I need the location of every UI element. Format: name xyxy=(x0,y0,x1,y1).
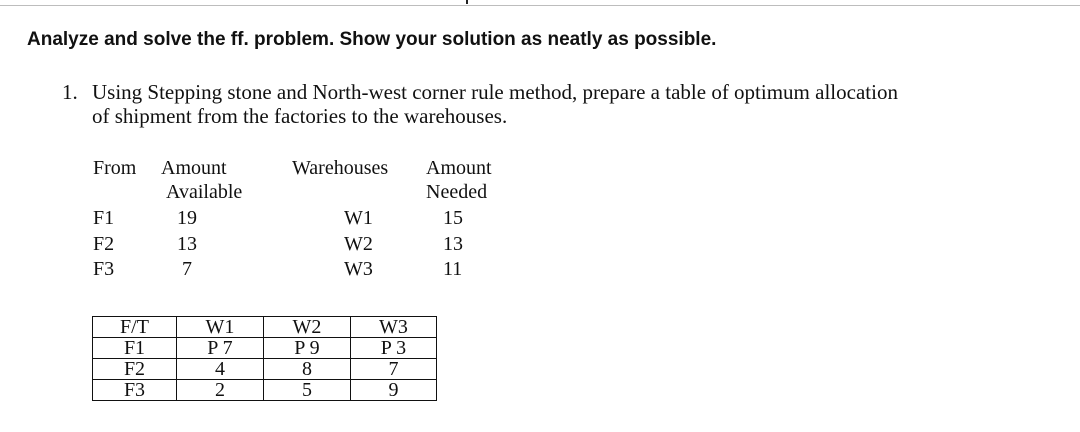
cost-table-row xyxy=(93,359,437,380)
cost-cell: 5 xyxy=(264,380,351,401)
cost-header-cell: W3 xyxy=(351,317,437,338)
page-top-mark xyxy=(466,0,468,4)
cost-cell: P 7 xyxy=(177,338,264,359)
cost-table-row xyxy=(93,380,437,401)
demand-warehouse: W2 xyxy=(344,233,373,255)
supply-amount: 13 xyxy=(177,233,197,255)
cost-cell: 8 xyxy=(264,359,351,380)
demand-warehouse: W1 xyxy=(344,207,373,229)
cost-row-label: F1 xyxy=(93,338,177,359)
cost-table-header-row xyxy=(93,317,437,338)
demand-amount: 11 xyxy=(443,258,463,280)
demand-header-amount: Amount xyxy=(426,157,492,179)
demand-amount: 13 xyxy=(443,233,463,255)
cost-header-cell: W1 xyxy=(177,317,264,338)
supply-factory: F1 xyxy=(93,207,115,229)
demand-warehouse: W3 xyxy=(344,258,373,280)
supply-factory: F3 xyxy=(93,258,115,280)
instruction-heading: Analyze and solve the ff. problem. Show your solution as neatly as possible. xyxy=(27,29,717,50)
supply-header-available: Available xyxy=(166,181,243,203)
cost-cell: 2 xyxy=(177,380,264,401)
cost-cell: P 9 xyxy=(264,338,351,359)
supply-factory: F2 xyxy=(93,233,115,255)
cost-row-label: F3 xyxy=(93,380,177,401)
cost-header-cell: F/T xyxy=(93,317,177,338)
demand-amount: 15 xyxy=(443,207,463,229)
cost-table-row xyxy=(93,338,437,359)
cost-cell: P 3 xyxy=(351,338,437,359)
cost-cell: 4 xyxy=(177,359,264,380)
demand-header-warehouses: Warehouses xyxy=(292,157,389,179)
cost-header-cell: W2 xyxy=(264,317,351,338)
supply-amount: 7 xyxy=(182,258,192,280)
demand-header-needed: Needed xyxy=(426,181,488,203)
supply-header-amount: Amount xyxy=(161,157,227,179)
problem-number: 1. xyxy=(62,80,78,104)
cost-row-label: F2 xyxy=(93,359,177,380)
cost-cell: 7 xyxy=(351,359,437,380)
problem-text-line-2: of shipment from the factories to the warehouses. xyxy=(92,104,508,128)
cost-table xyxy=(92,316,437,401)
supply-amount: 19 xyxy=(177,207,197,229)
supply-header-from: From xyxy=(93,157,137,179)
problem-text-line-1: Using Stepping stone and North-west corner rule method, prepare a table of optimum allocation xyxy=(92,80,898,104)
cost-cell: 9 xyxy=(351,380,437,401)
page-top-rule xyxy=(0,0,1080,6)
